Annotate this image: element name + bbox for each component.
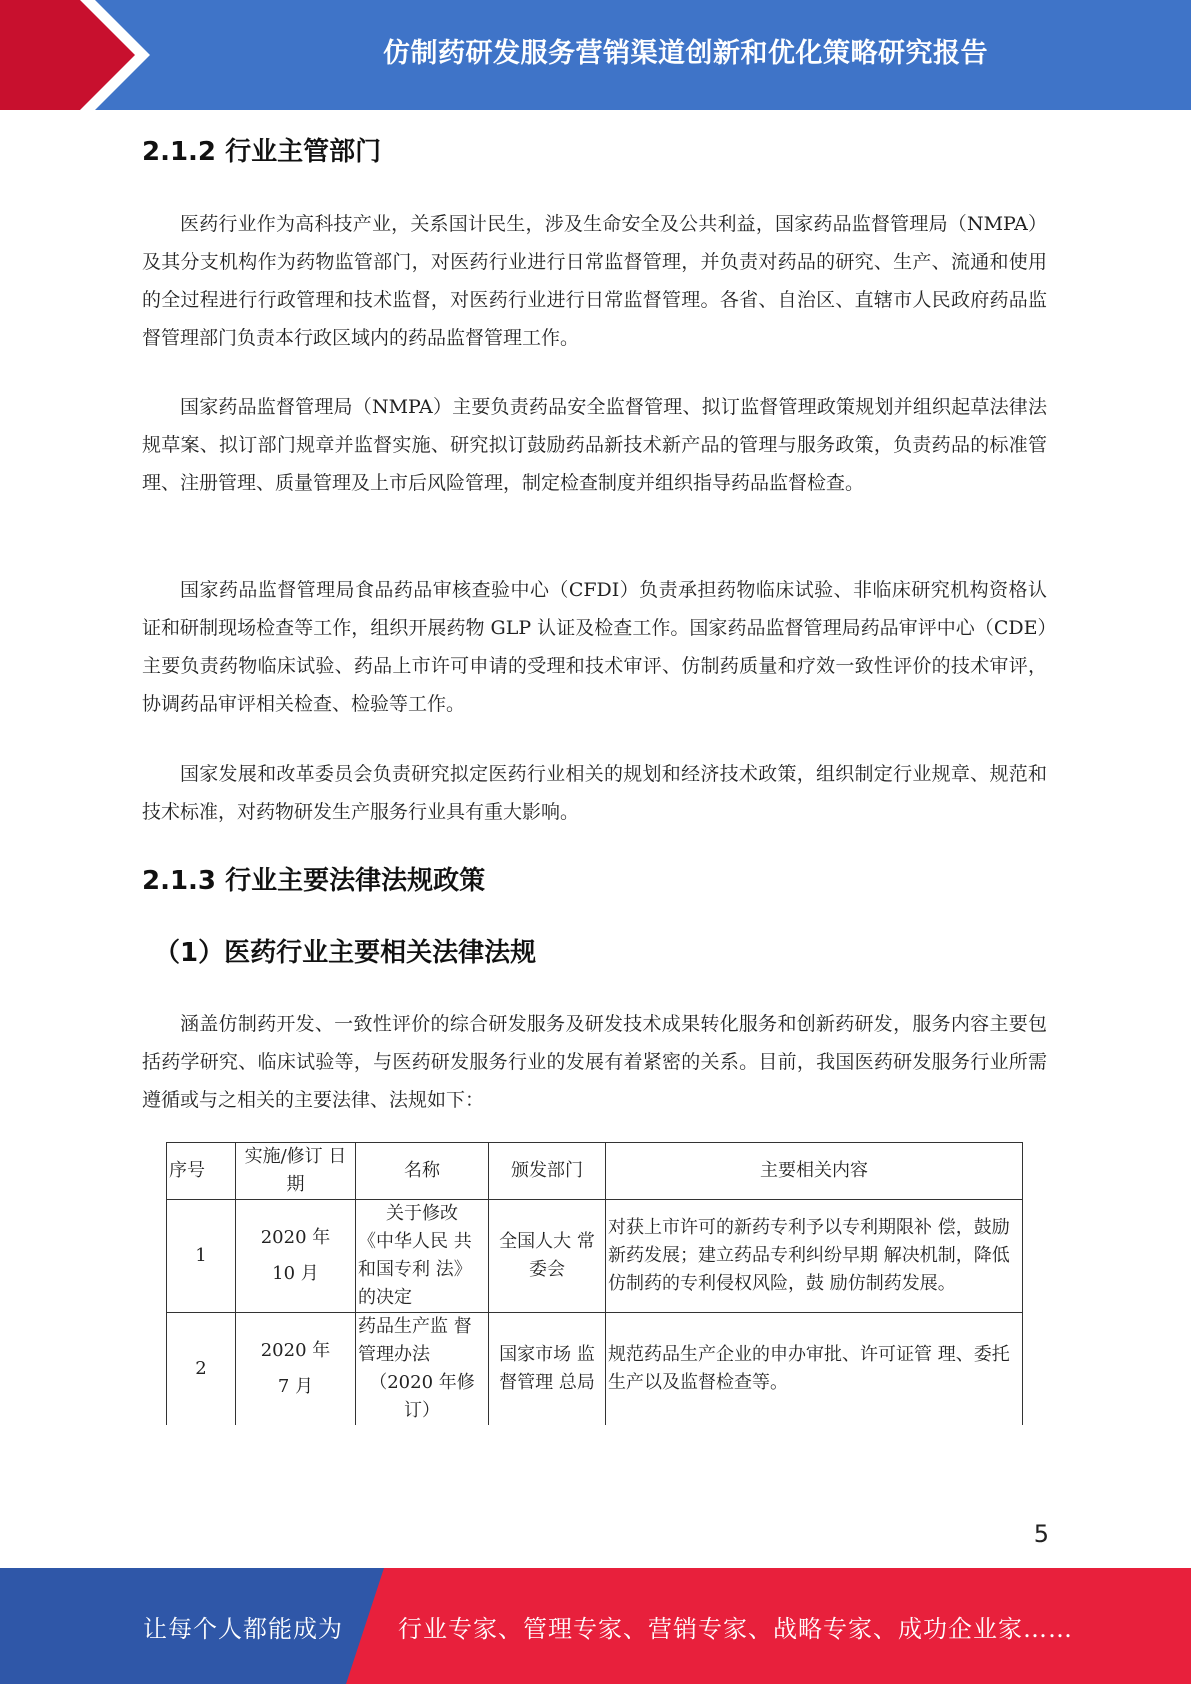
table-cell-dept (489, 1200, 606, 1313)
report-title: 仿制药研发服务营销渠道创新和优化策略研究报告 (383, 37, 988, 69)
table-cell-name (356, 1200, 489, 1313)
table-header-date: 实施/修订 日期 (236, 1143, 356, 1200)
table-header-no: 序号 (167, 1143, 236, 1200)
dept-line: 委会 (529, 1259, 565, 1280)
table-cell-content: 规范药品生产企业的申办审批、许可证管 理、委托生产以及监督检查等。 (606, 1313, 1023, 1426)
table-header-dept: 颁发部门 (489, 1143, 606, 1200)
name-line: 《中华人民 共 (358, 1231, 472, 1252)
name-line: 药品生产监 督 (358, 1316, 472, 1337)
name-line: （2020 年修 (369, 1372, 475, 1393)
table-cell-no: 2 (167, 1313, 236, 1426)
name-line: 管理办法 (358, 1344, 430, 1365)
paragraph-nmpa-overview: 医药行业作为高科技产业，关系国计民生，涉及生命安全及公共利益，国家药品监督管理局（NMPA）及其分支机构作为药物监管部门，对医药行业进行日常监督管理，并负责对药品的研究、生产、流通和使用的全过程进行行政管理和技术监督，对医药行业进行日常监督管理。各省、自治区、直辖市人民政府药品监督管理部门负责本行政区域内的药品监督管理工作。 (142, 213, 1047, 349)
date-year: 2020 年 (260, 1227, 331, 1248)
section-heading-2-1-2: 2.1.2 行业主管部门 (142, 137, 382, 167)
name-line: 订） (404, 1400, 440, 1421)
dept-line: 全国人大 常 (499, 1231, 595, 1252)
page-footer (0, 1568, 1191, 1684)
paragraph-nmpa-duties: 国家药品监督管理局（NMPA）主要负责药品安全监督管理、拟订监督管理政策规划并组织起草法律法规草案、拟订部门规章并监督实施、研究拟订鼓励药品新技术新产品的管理与服务政策，负责药品的标准管理、注册管理、质量管理及上市后风险管理，制定检查制度并组织指导药品监督检查。 (142, 396, 1047, 494)
name-line: 和国专利 法》 (358, 1259, 472, 1280)
date-month: 10 月 (272, 1263, 319, 1284)
table-row (167, 1200, 1023, 1313)
table-row (167, 1313, 1023, 1426)
paragraph-ndrc: 国家发展和改革委员会负责研究拟定医药行业相关的规划和经济技术政策，组织制定行业规章、规范和技术标准，对药物研发生产服务行业具有重大影响。 (142, 763, 1047, 823)
table-cell-date (236, 1313, 356, 1426)
table-cell-no: 1 (167, 1200, 236, 1313)
subsection-heading-laws: （1）医药行业主要相关法律法规 (154, 938, 537, 968)
table-cell-date (236, 1200, 356, 1313)
laws-table (166, 1142, 1023, 1425)
name-line: 的决定 (358, 1287, 412, 1308)
footer-slogan-left: 让每个人都能成为 (143, 1614, 343, 1643)
page-number: 5 (1033, 1520, 1049, 1548)
header-red-arrow-decoration (0, 0, 150, 110)
section-heading-2-1-3: 2.1.3 行业主要法律法规政策 (142, 866, 486, 896)
table-cell-content: 对获上市许可的新药专利予以专利期限补 偿，鼓励新药发展；建立药品专利纠纷早期 解决机制，降低仿制药的专利侵权风险，鼓 励仿制药发展。 (606, 1200, 1023, 1313)
table-cell-name (356, 1313, 489, 1426)
paragraph-laws-intro: 涵盖仿制药开发、一致性评价的综合研发服务及研发技术成果转化服务和创新药研发，服务内容主要包括药学研究、临床试验等，与医药研发服务行业的发展有着紧密的关系。目前，我国医药研发服务行业所需遵循或与之相关的主要法律、法规如下： (142, 1013, 1047, 1111)
table-header-name: 名称 (356, 1143, 489, 1200)
table-cell-dept (489, 1313, 606, 1426)
dept-line: 督管理 总局 (499, 1372, 595, 1393)
date-month: 7 月 (277, 1376, 314, 1397)
table-header-content: 主要相关内容 (606, 1143, 1023, 1200)
footer-slogan-right: 行业专家、管理专家、营销专家、战略专家、成功企业家…… (398, 1614, 1073, 1643)
paragraph-cfdi-cde: 国家药品监督管理局食品药品审核查验中心（CFDI）负责承担药物临床试验、非临床研究机构资格认证和研制现场检查等工作，组织开展药物 GLP 认证及检查工作。国家药品监督管理局药品审评中心（CDE）主要负责药物临床试验、药品上市许可申请的受理和技术审评、仿制药质量和疗效一致性评价的技术审评，协调药品审评相关检查、检验等工作。 (142, 579, 1047, 715)
name-line: 关于修改 (386, 1203, 458, 1224)
date-year: 2020 年 (260, 1340, 331, 1361)
page-header (0, 0, 1191, 110)
table-header-row (167, 1143, 1023, 1200)
dept-line: 国家市场 监 (499, 1344, 595, 1365)
